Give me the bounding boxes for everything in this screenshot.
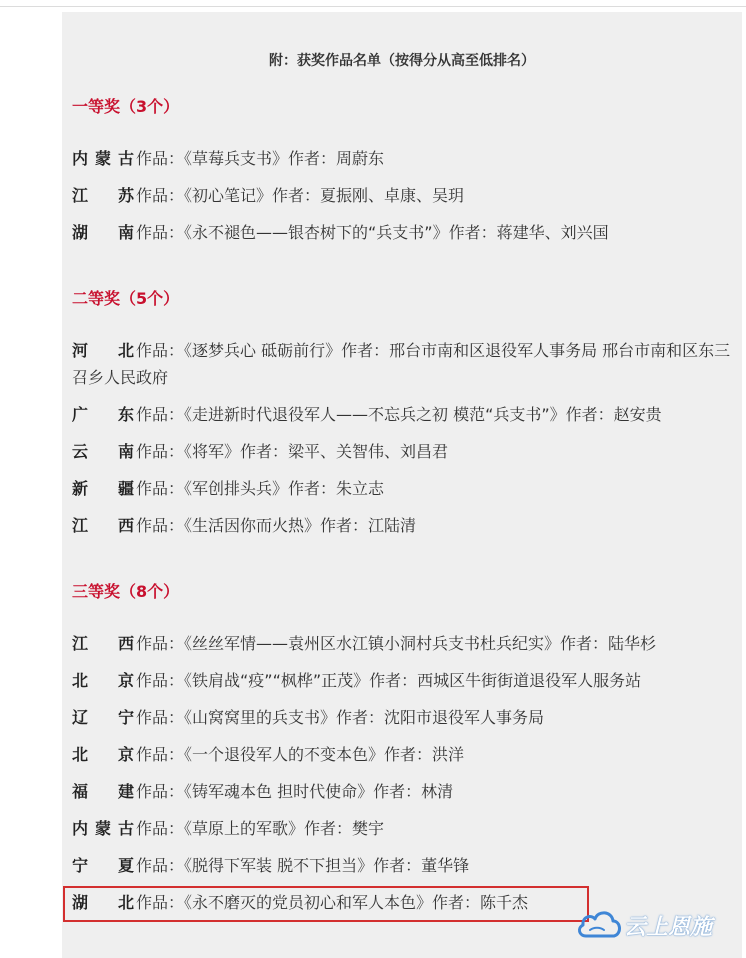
list-item — [72, 145, 732, 172]
list-item — [72, 815, 732, 842]
entry-text: 作品：《军创排头兵》作者：朱立志 — [136, 479, 385, 498]
watermark — [576, 902, 746, 946]
list-item — [72, 778, 732, 805]
entry-text: 作品：《铸军魂本色 担时代使命》作者：林清 — [136, 782, 454, 801]
watermark-text: 云上恩施 — [624, 915, 713, 940]
award-list-panel — [62, 12, 742, 958]
entry-text: 作品：《生活因你而火热》作者：江陆清 — [136, 516, 417, 535]
entry-text: 作品：《一个退役军人的不变本色》作者：洪洋 — [136, 745, 465, 764]
region-label: 北 京 — [72, 671, 134, 690]
cloud-icon — [576, 906, 624, 942]
region-label: 内蒙古 — [72, 149, 134, 168]
entry-text: 作品：《永不褪色——银杏树下的“兵支书”》作者：蒋建华、刘兴国 — [136, 223, 609, 242]
list-item — [72, 630, 732, 657]
highlight-box — [63, 886, 589, 922]
region-label: 北 京 — [72, 745, 134, 764]
entry-text: 作品：《初心笔记》作者：夏振刚、卓康、吴玥 — [136, 186, 465, 205]
region-label: 广 东 — [72, 405, 134, 424]
list-item — [72, 512, 732, 539]
entry-text: 作品：《丝丝军情——袁州区水江镇小洞村兵支书杜兵纪实》作者：陆华杉 — [136, 634, 657, 653]
list-item — [72, 438, 732, 465]
region-label: 内蒙古 — [72, 819, 134, 838]
region-label: 江 西 — [72, 516, 134, 535]
region-label: 新 疆 — [72, 479, 134, 498]
list-item — [72, 182, 732, 209]
section-title-first-prize: 一等奖（3个） — [72, 97, 180, 116]
region-label: 江 苏 — [72, 186, 134, 205]
region-label: 湖 南 — [72, 223, 134, 242]
list-item — [72, 704, 732, 731]
list-item — [72, 852, 732, 879]
page-title: 附：获奖作品名单（按得分从高至低排名） — [269, 53, 535, 69]
top-divider — [0, 6, 746, 7]
entry-text: 作品：《草原上的军歌》作者：樊宇 — [136, 819, 385, 838]
region-label: 云 南 — [72, 442, 134, 461]
entry-text: 作品：《逐梦兵心 砥砺前行》作者：邢台市南和区退役军人事务局 邢台市南和区东三召乡人民政府 — [72, 341, 731, 387]
list-item — [72, 741, 732, 768]
entry-text: 作品：《草莓兵支书》作者：周蔚东 — [136, 149, 385, 168]
entry-text: 作品：《将军》作者：梁平、关智伟、刘昌君 — [136, 442, 449, 461]
entry-text: 作品：《永不磨灭的党员初心和军人本色》作者：陈千杰 — [136, 893, 529, 912]
entry-text: 作品：《走进新时代退役军人——不忘兵之初 模范“兵支书”》作者：赵安贵 — [136, 405, 662, 424]
list-item — [72, 401, 732, 428]
entry-text: 作品：《铁肩战“疫”“枫桦”正茂》作者：西城区牛街街道退役军人服务站 — [136, 671, 642, 690]
region-label: 宁 夏 — [72, 856, 134, 875]
list-item — [72, 667, 732, 694]
region-label: 辽 宁 — [72, 708, 134, 727]
region-label: 江 西 — [72, 634, 134, 653]
list-item — [72, 219, 732, 246]
list-item — [72, 475, 732, 502]
list-item — [72, 337, 732, 391]
entry-text: 作品：《山窝窝里的兵支书》作者：沈阳市退役军人事务局 — [136, 708, 545, 727]
region-label: 湖 北 — [72, 893, 134, 912]
section-title-third-prize: 三等奖（8个） — [72, 582, 180, 601]
entry-text: 作品：《脱得下军装 脱不下担当》作者：董华锋 — [136, 856, 470, 875]
region-label: 福 建 — [72, 782, 134, 801]
region-label: 河 北 — [72, 341, 134, 360]
section-title-second-prize: 二等奖（5个） — [72, 289, 180, 308]
